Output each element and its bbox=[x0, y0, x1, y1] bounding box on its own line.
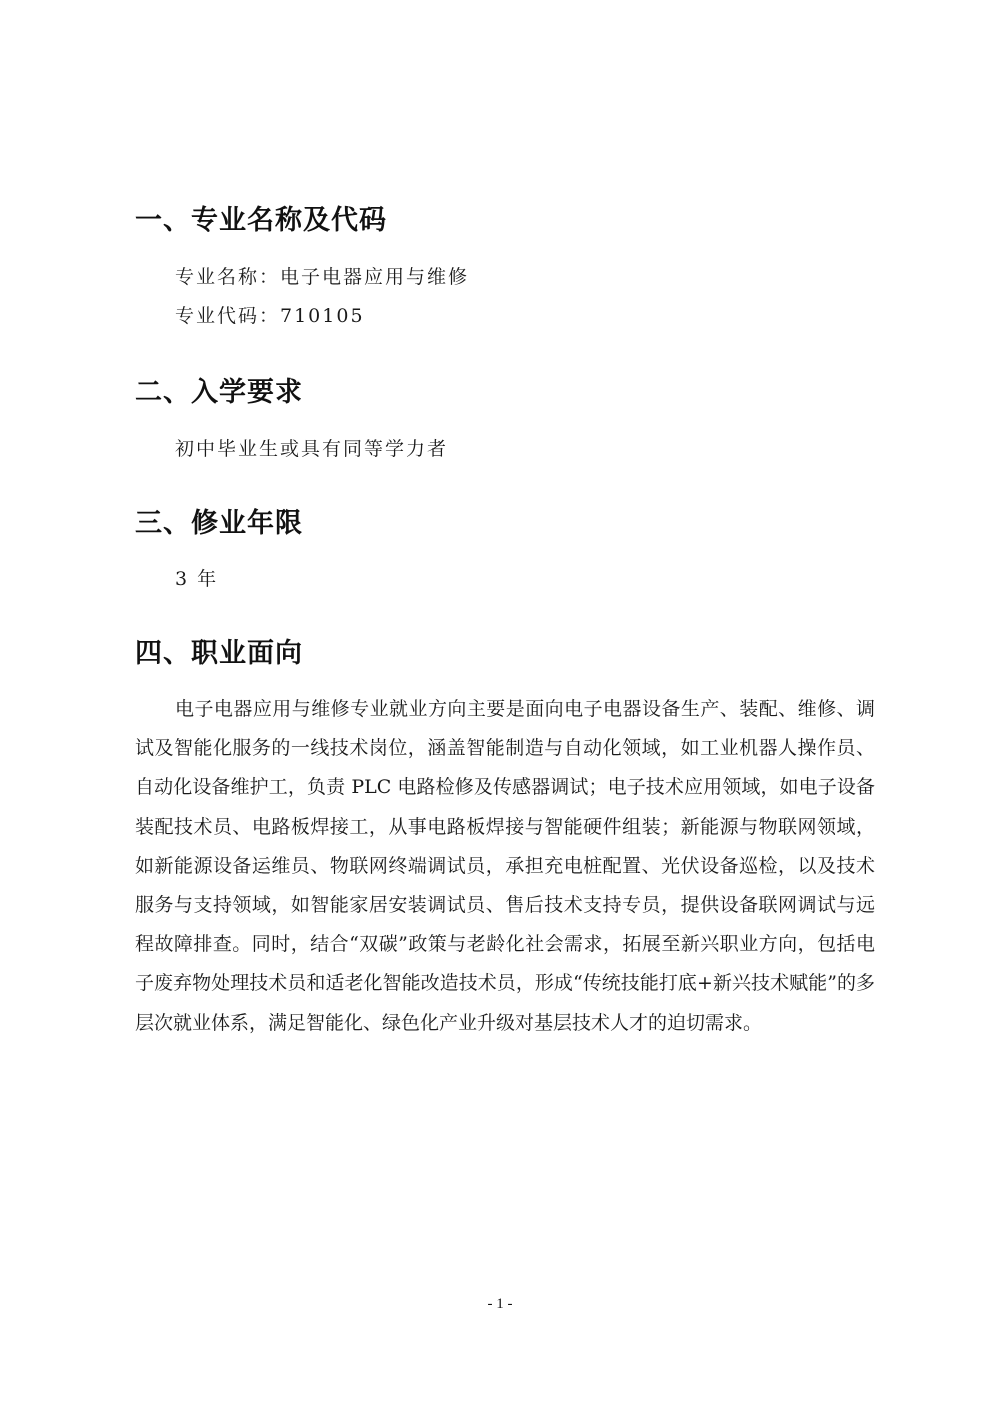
section-heading-major-name-code: 一、专业名称及代码 bbox=[135, 205, 387, 236]
page-number: - 1 - bbox=[487, 1296, 513, 1312]
career-paragraph: 电子电器应用与维修专业就业方向主要是面向电子电器设备生产、装配、维修、调试及智能化服务的一线技术岗位，涵盖智能制造与自动化领域，如工业机器人操作员、自动化设备维护工，负责 PLC 电路检修及传感器调试；电子技术应用领域，如电子设备装配技术员、电路板焊接工，从事电路板焊接与智能硬件组装；新能源与物联网领域，如新能源设备运维员、物联网终端调试员，承担充电桩配置、光伏设备巡检，以及技术服务与支持领域，如智能家居安装调试员、售后技术支持专员，提供设备联网调试与远程故障排查。同时，结合“双碳”政策与老龄化社会需求，拓展至新兴职业方向，包括电子废弃物处理技术员和适老化智能改造技术员，形成“传统技能打底+新兴技术赋能”的多层次就业体系，满足智能化、绿色化产业升级对基层技术人才的迫切需求。 bbox=[135, 698, 875, 1034]
section-heading-career: 四、职业面向 bbox=[135, 638, 303, 669]
study-duration-text: 3 年 bbox=[175, 568, 219, 590]
admission-requirement-text: 初中毕业生或具有同等学力者 bbox=[175, 438, 449, 460]
section-heading-admission: 二、入学要求 bbox=[135, 377, 303, 408]
major-code-line: 专业代码：710105 bbox=[175, 305, 365, 327]
section-heading-duration: 三、修业年限 bbox=[135, 508, 303, 539]
major-name-line: 专业名称：电子电器应用与维修 bbox=[175, 266, 470, 288]
